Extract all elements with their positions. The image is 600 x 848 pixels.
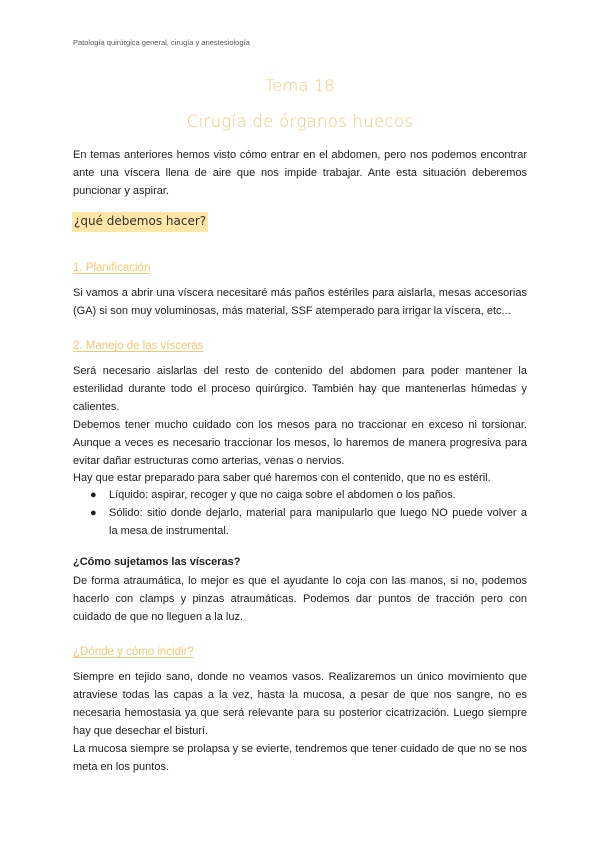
text-line: Será necesario aislarlas del resto de contenido del abdomen para poder mantener la (73, 365, 527, 377)
text-line: De forma atraumática, lo mejor es que el ayudante lo coja con las manos, si no, podemos (73, 575, 527, 587)
text-line: atraviese todas las capas a la vez, hasta la mucosa, a pesar de que nos sangre, no es (73, 689, 527, 701)
text-line: calientes. (73, 401, 120, 413)
text-line: esterilidad durante todo el proceso quirúrgico. También hay que mantenerlas húmedas y (73, 383, 527, 395)
viscera-paragraph-2 (73, 416, 527, 470)
text-line: puncionar y aspirar. (73, 185, 169, 197)
list-item (90, 486, 527, 504)
subheading-holding-viscera: ¿Cómo sujetamos las vísceras? (73, 556, 241, 568)
text-line: meta en los puntos. (73, 761, 170, 773)
text-line: la mesa de instrumental. (109, 525, 229, 537)
intro-paragraph (73, 146, 527, 200)
viscera-paragraph-3: Hay que estar preparado para saber qué haremos con el contenido, que no es estéril. (73, 472, 491, 484)
incision-paragraph-2 (73, 740, 527, 776)
highlighted-question: ¿qué debemos hacer? (72, 212, 208, 232)
text-line: hay que desechar el bisturí. (73, 725, 209, 737)
planning-paragraph (73, 284, 527, 320)
text-line: Debemos tener mucho cuidado con los mesos para no traccionar en exceso ni torsionar. (73, 419, 527, 431)
text-line: Aunque a veces es necesario traccionar los mesos, lo haremos de manera progresiva para (73, 437, 527, 449)
text-line: necesaria hemostasia ya que será relevante para su posterior cicatrización. Luego siempre (73, 707, 527, 719)
section-heading-planning: 1. Planificación (73, 262, 151, 274)
text-line: hacerlo con clamps y pinzas atraumáticas. Podemos dar puntos de tracción pero con (73, 593, 527, 605)
bullet-icon: ● (90, 489, 97, 501)
text-line: Líquido: aspirar, recoger y que no caiga sobre el abdomen o los paños. (109, 489, 456, 501)
section-heading-incision: ¿Dónde y cómo incidir? (73, 646, 194, 658)
section-heading-viscera-handling: 2. Manejo de las vísceras (73, 340, 204, 352)
text-line: Siempre en tejido sano, donde no veamos vasos. Realizaremos un único movimiento que (73, 671, 527, 683)
text-line: evitar dañar estructuras como arterias, venas o nervios. (73, 455, 345, 467)
bullet-icon: ● (90, 507, 97, 519)
text-line: La mucosa siempre se prolapsa y se evierte, tendremos que tener cuidado de que no se nos (73, 743, 527, 755)
text-line: cuidado de que no lleguen a la luz. (73, 611, 244, 623)
topic-title: Cirugía de órganos huecos (186, 112, 414, 131)
viscera-paragraph-1 (73, 362, 527, 416)
content-bullet-list (90, 486, 527, 540)
incision-paragraph-1 (73, 668, 527, 740)
list-item (90, 504, 527, 540)
topic-number: Tema 18 (265, 76, 335, 95)
text-line: Sólido: sitio donde dejarlo, material para manipularlo que luego NO puede volver a (109, 507, 527, 519)
holding-paragraph (73, 572, 527, 626)
text-line: Si vamos a abrir una víscera necesitaré más paños estériles para aislarla, mesas accesorias (73, 287, 527, 299)
text-line: (GA) si son muy voluminosas, más material, SSF atemperado para irrigar la víscera, etc... (73, 305, 511, 317)
page-header: Patología quirúrgica general, cirugía y anestesiología (73, 38, 250, 47)
text-line: En temas anteriores hemos visto cómo entrar en el abdomen, pero nos podemos encontrar (73, 149, 527, 161)
text-line: ante una víscera llena de aire que nos impide trabajar. Ante esta situación deberemos (73, 167, 527, 179)
